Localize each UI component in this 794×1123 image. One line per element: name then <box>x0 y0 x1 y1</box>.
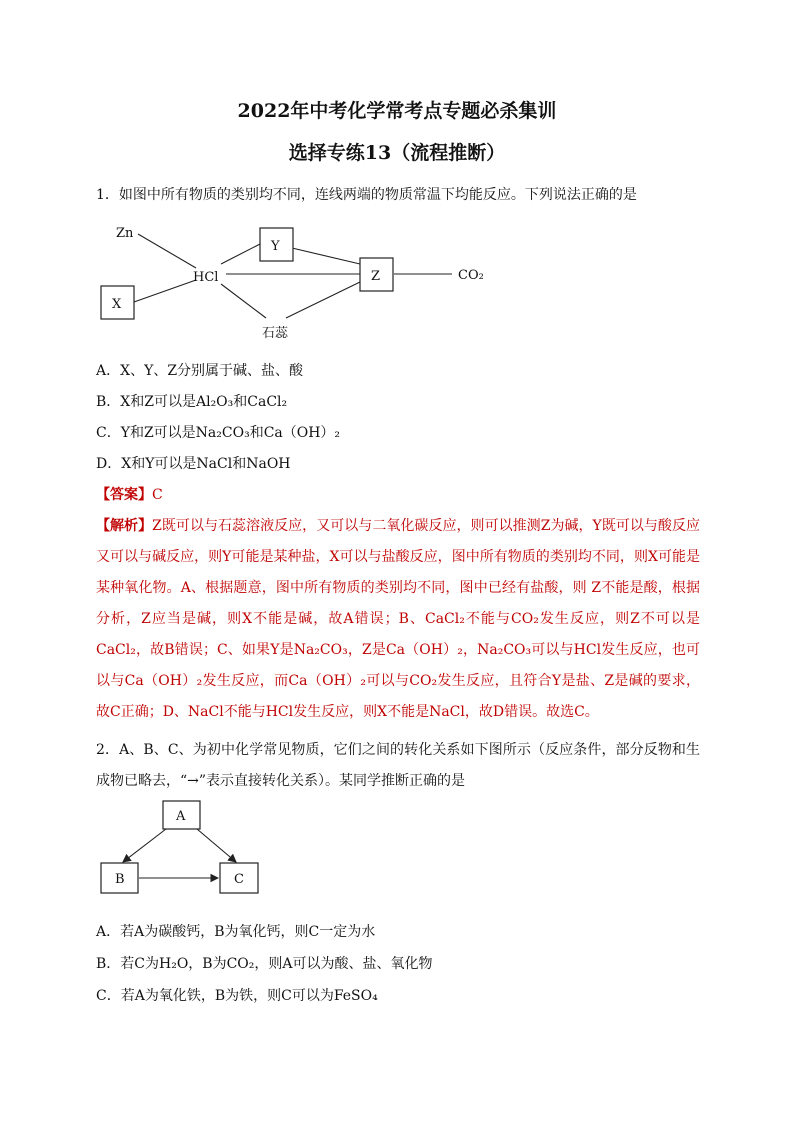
document-title: 2022年中考化学常考点专题必杀集训 <box>237 100 557 122</box>
question-1-stem: 1．如图中所有物质的类别均不同，连线两端的物质常温下均能反应。下列说法正确的是 <box>96 187 637 203</box>
node-z: Z <box>371 269 381 284</box>
node-y: Y <box>271 239 280 254</box>
node-b: B <box>115 872 125 887</box>
question-1-option-a: A．X、Y、Z分别属于碱、盐、酸 <box>96 363 304 379</box>
question-2-option-b: B．若C为H₂O，B为CO₂，则A可以为酸、盐、氧化物 <box>96 956 433 972</box>
edge-zn-hcl <box>138 234 196 268</box>
question-1-option-b: B．X和Z可以是Al₂O₃和CaCl₂ <box>96 394 288 410</box>
node-co2: CO₂ <box>458 268 484 283</box>
edge-hcl-litmus <box>221 284 266 318</box>
answer-value: C <box>152 487 163 503</box>
node-c: C <box>234 872 244 887</box>
arrow-a-b <box>123 829 166 862</box>
answer-tag: 【答案】 <box>96 487 152 503</box>
edge-y-z <box>292 248 360 264</box>
node-hcl: HCl <box>193 270 219 285</box>
edge-x-hcl <box>134 280 196 302</box>
analysis-text: Z既可以与石蕊溶液反应，又可以与二氧化碳反应，则可以推测Z为碱，Y既可以与酸反应又可以与碱反应，则Y可能是某种盐，X可以与盐酸反应，图中所有物质的类别均不同，则X可能是某种氧化物。A、根据题意，图中所有物质的类别均不同，图中已经有盐酸，则 Z不能是酸，根据分析，Z应当是碱，则X不能是碱，故A错误；B、CaCl₂不能与CO₂发生反应，则Z不可以是CaCl₂，故B错误；C、如果Y是Na₂CO₃，Z是Ca（OH）₂，Na₂CO₃可以与HCl发生反应，也可以与Ca（OH）₂发生反应，而Ca（OH）₂可以与CO₂发生反应，且符合Y是盐、Z是碱的要求，故C正确；D、NaCl不能与HCl发生反应，则X不能是NaCl，故D错误。故选C。 <box>96 518 700 720</box>
node-zn: Zn <box>116 226 134 241</box>
edge-litmus-z <box>286 282 360 318</box>
arrow-a-c <box>197 829 236 862</box>
question-2-diagram <box>96 800 266 900</box>
question-2-option-a: A．若A为碳酸钙，B为氧化钙，则C一定为水 <box>96 924 376 940</box>
node-a: A <box>176 809 186 824</box>
question-2-option-c: C．若A为氧化铁，B为铁，则C可以为FeSO₄ <box>96 988 378 1004</box>
edge-hcl-y <box>221 244 260 264</box>
question-1-option-c: C．Y和Z可以是Na₂CO₃和Ca（OH）₂ <box>96 425 341 441</box>
document-subtitle: 选择专练13（流程推断） <box>288 142 506 164</box>
analysis-tag: 【解析】 <box>96 518 153 534</box>
question-1-answer <box>96 485 706 505</box>
question-1-diagram <box>96 218 506 348</box>
question-1-analysis <box>96 511 700 728</box>
question-1-option-d: D．X和Y可以是NaCl和NaOH <box>96 456 291 472</box>
node-litmus: 石蕊 <box>262 326 289 341</box>
node-x: X <box>112 297 122 312</box>
question-2-stem: 2．A、B、C、为初中化学常见物质，它们之间的转化关系如下图所示（反应条件，部分反物和生成物已略去，“→”表示直接转化关系）。某同学推断正确的是 <box>96 742 700 789</box>
